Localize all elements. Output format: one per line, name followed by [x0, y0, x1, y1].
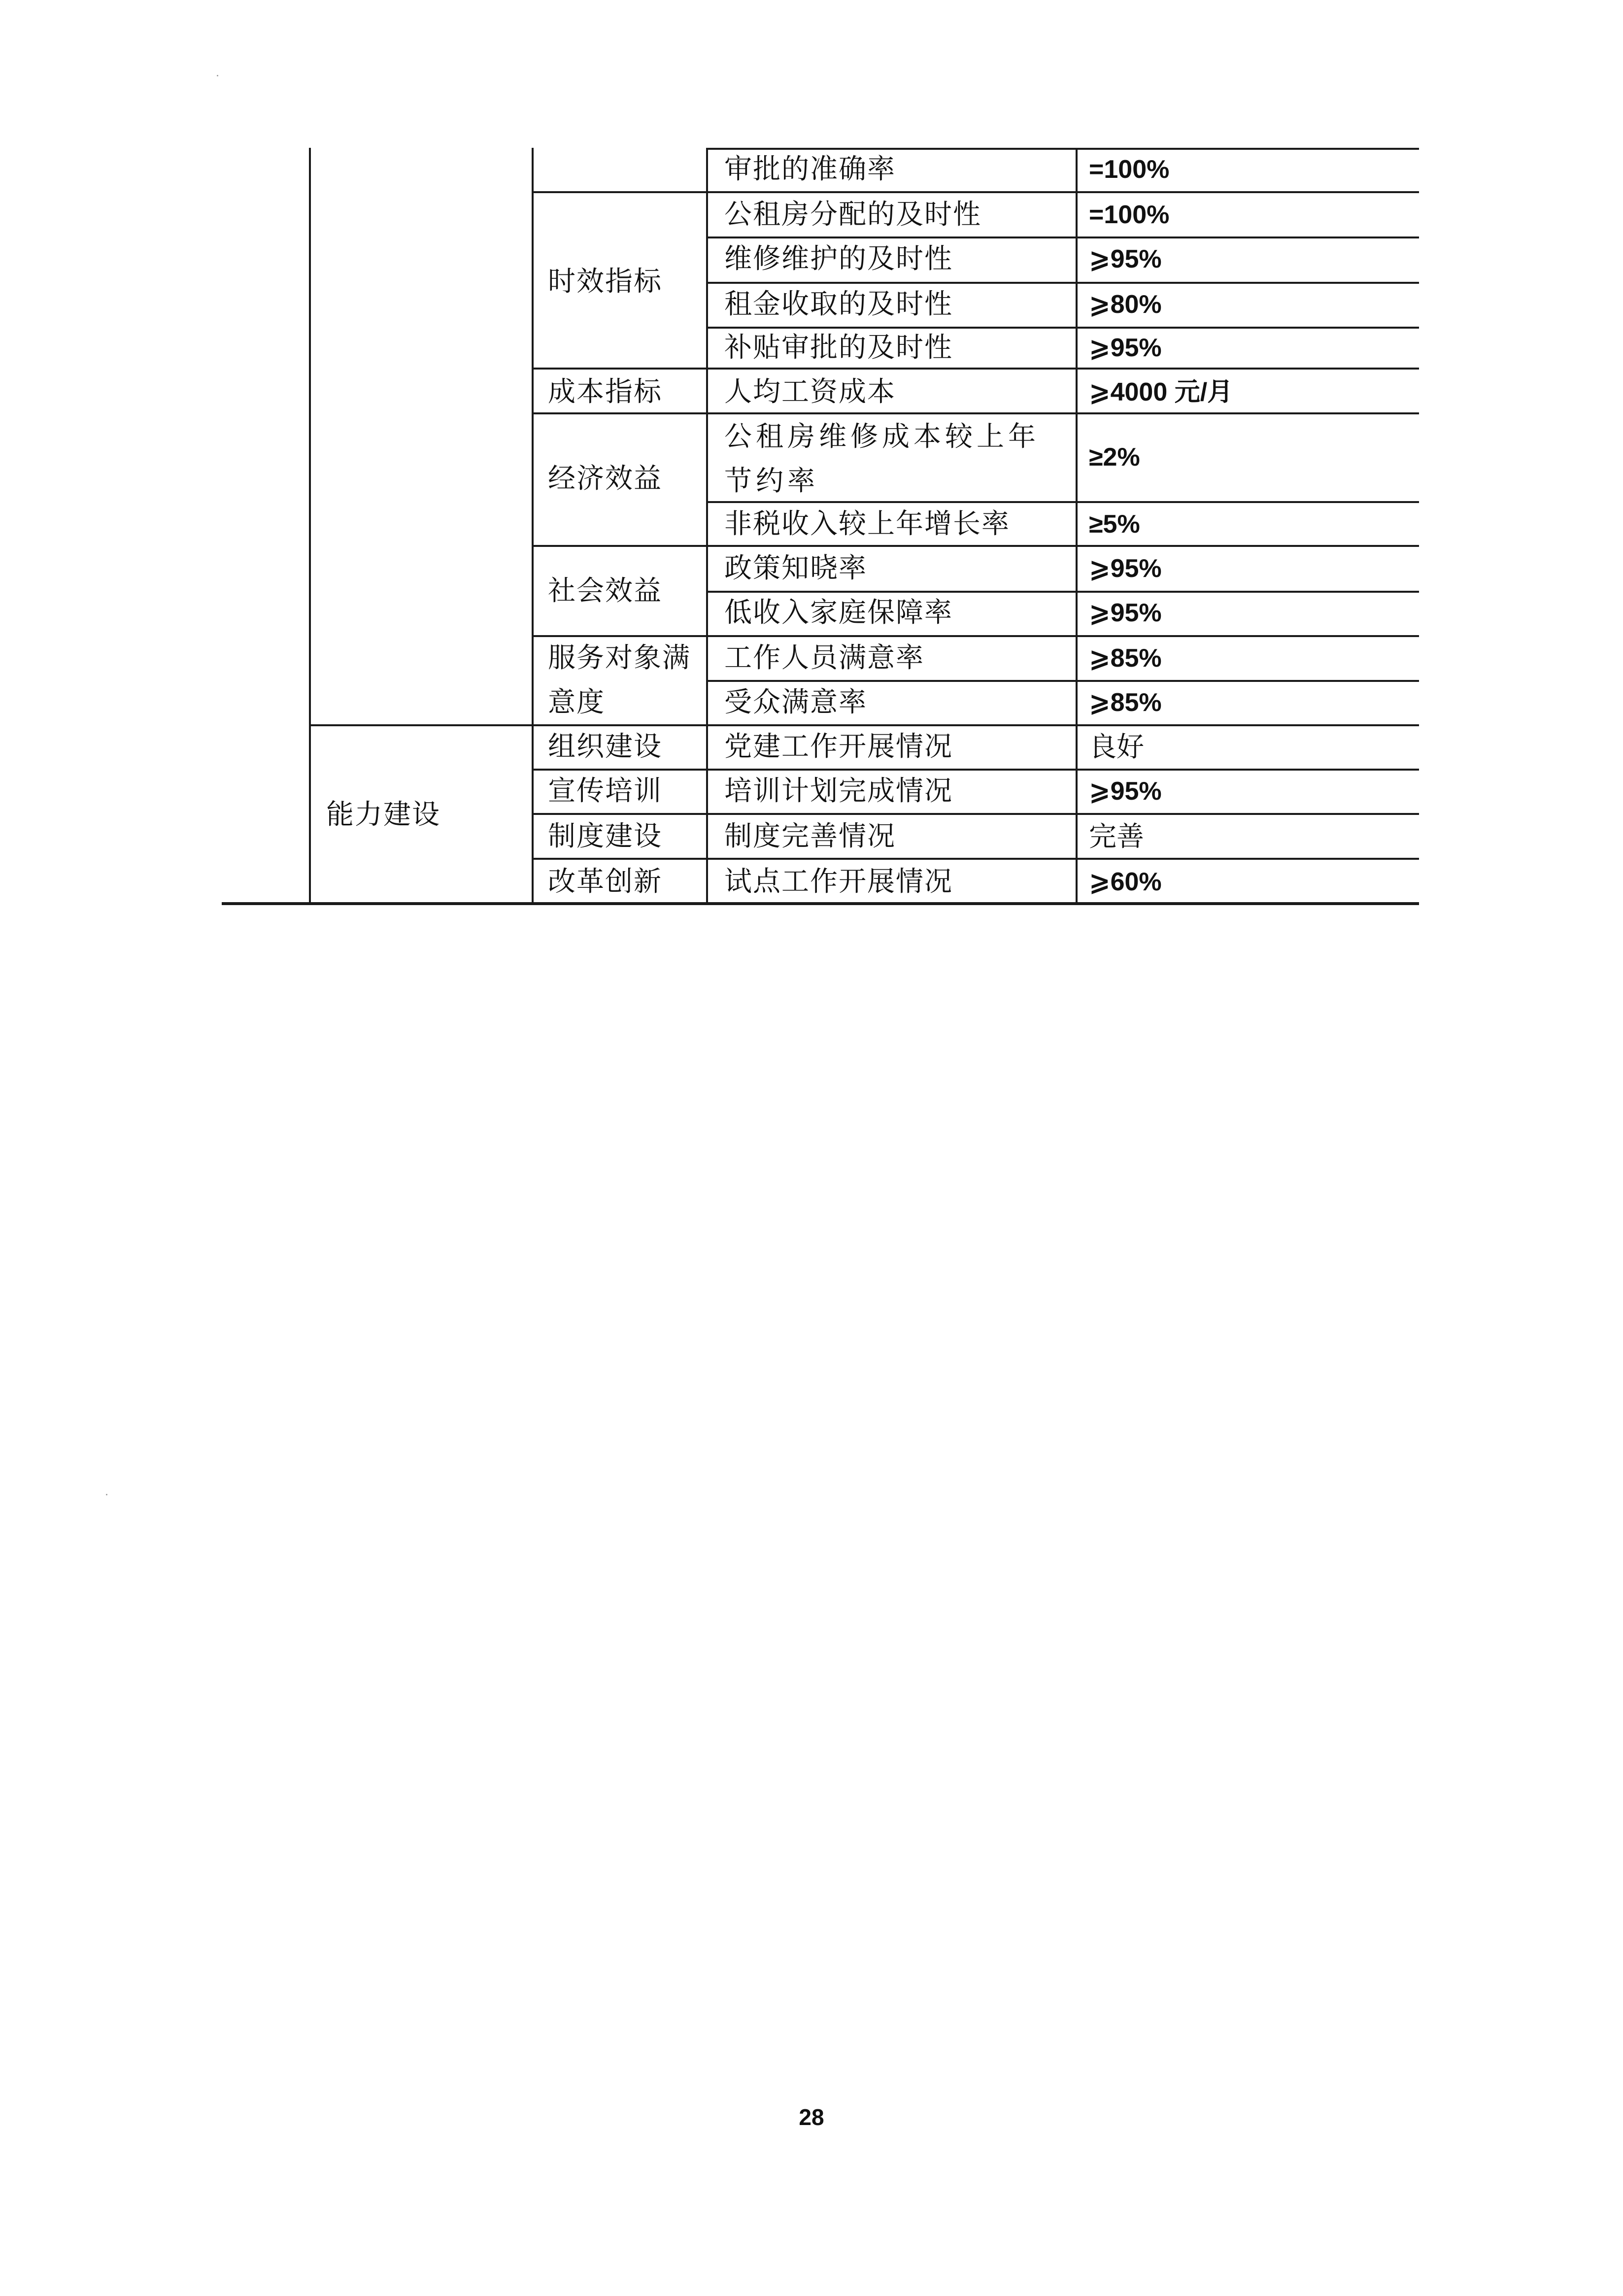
table-cell-indicator: 租金收取的及时性: [724, 288, 953, 320]
table-cell-category: 宣传培训: [548, 775, 662, 807]
table-cell-indicator: 低收入家庭保障率: [724, 597, 953, 629]
table-cell-indicator: 补贴审批的及时性: [724, 332, 953, 364]
table-cell-indicator: 受众满意率: [724, 686, 867, 718]
table-border-col3: [706, 148, 708, 904]
table-cell-indicator: 公租房分配的及时性: [724, 199, 981, 231]
table-cell-value: 良好: [1089, 731, 1144, 762]
table-cell-value: ⩾80%: [1089, 290, 1162, 319]
table-border-col2: [532, 148, 534, 904]
table-cell-value: ⩾95%: [1089, 599, 1162, 627]
scan-speck: [217, 75, 218, 76]
table-cell-category: 成本指标: [548, 376, 662, 408]
table-cell-value: ≥2%: [1089, 443, 1140, 472]
table-cell-value: ⩾85%: [1089, 688, 1162, 717]
table-cell-value: ⩾85%: [1089, 644, 1162, 673]
table-cell-indicator: 培训计划完成情况: [724, 775, 953, 807]
table-cell-value: ⩾95%: [1089, 777, 1162, 806]
table-cell-value: 完善: [1089, 821, 1144, 852]
table-cell-indicator: 试点工作开展情况: [724, 866, 953, 898]
table-border-col4: [1076, 148, 1078, 904]
table-cell-indicator: 政策知晓率: [724, 552, 867, 584]
row-divider: [532, 368, 1419, 370]
table-cell-category: 经济效益: [548, 463, 662, 495]
table-cell-value: ⩾95%: [1089, 245, 1162, 273]
row-divider: [532, 858, 1419, 860]
table-cell-category: 社会效益: [548, 575, 662, 607]
table-cell-indicator: 党建工作开展情况: [724, 731, 953, 763]
table-cell-indicator: 工作人员满意率: [724, 642, 924, 674]
row-divider: [532, 813, 1419, 815]
table-cell-value: ⩾95%: [1089, 334, 1162, 362]
table-cell-indicator: 制度完善情况: [724, 820, 896, 852]
table-cell-section: 能力建设: [326, 799, 440, 831]
table-cell-category: 时效指标: [548, 266, 662, 298]
table-cell-value: =100%: [1089, 201, 1170, 229]
table-cell-category: 意度: [548, 686, 605, 718]
table-border-col1: [309, 148, 311, 904]
table-cell-indicator: 非税收入较上年增长率: [724, 508, 1010, 540]
scan-speck: [106, 1494, 107, 1495]
table-cell-indicator: 维修维护的及时性: [724, 243, 953, 275]
table-cell-category: 改革创新: [548, 866, 662, 898]
table-cell-category: 服务对象满: [548, 642, 691, 674]
table-cell-indicator: 审批的准确率: [724, 153, 896, 185]
row-divider: [532, 412, 1419, 414]
table-cell-indicator: 人均工资成本: [724, 376, 896, 408]
table-cell-indicator: 公租房维修成本较上年节约率: [724, 421, 1040, 497]
table-cell-category: 组织建设: [548, 731, 662, 763]
table-cell-value: ⩾4000 元/月: [1089, 378, 1233, 406]
table-cell-value: =100%: [1089, 155, 1170, 184]
table-cell-value: ⩾60%: [1089, 868, 1162, 896]
row-divider: [532, 769, 1419, 771]
table-cell-value: ≥5%: [1089, 510, 1140, 539]
table-cell-value: ⩾95%: [1089, 554, 1162, 583]
page-number: 28: [799, 2104, 824, 2130]
table-cell-category: 制度建设: [548, 820, 662, 852]
